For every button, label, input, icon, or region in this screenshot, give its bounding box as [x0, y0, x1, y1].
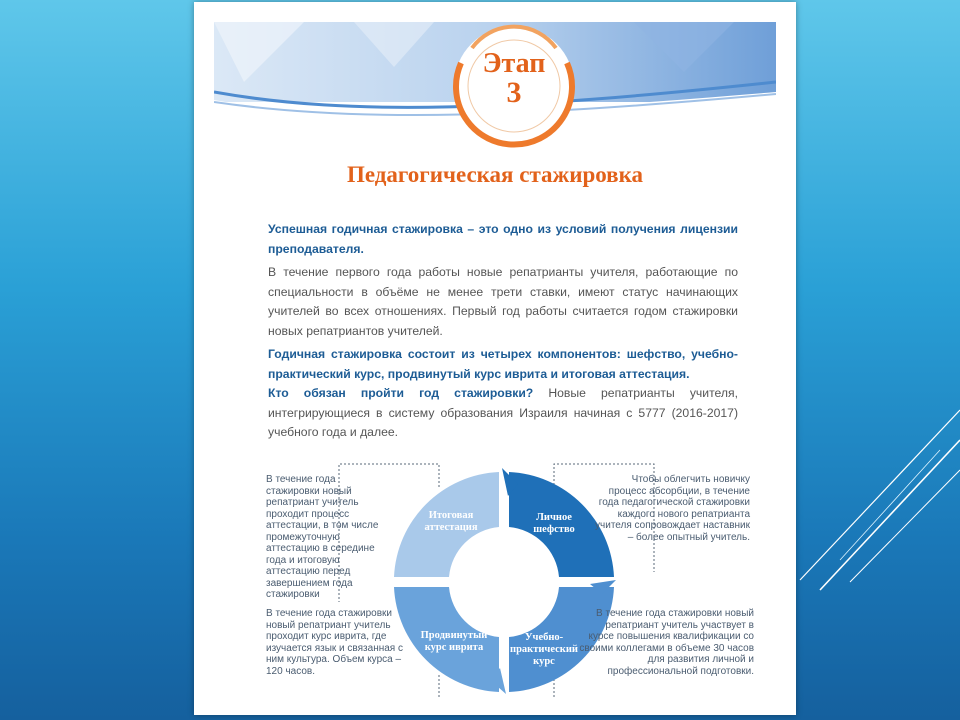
label-mentorship: Личное шефство [533, 512, 575, 535]
note-attestation: В течение года стажировки новый репатриант учитель проходит процесс аттестации, в том числе промежуточную аттестацию в середине года и итоговую аттестацию перед завершением года стажировки [266, 474, 379, 600]
paragraph-first-year: В течение первого года работы новые репатрианты учителя, работающие по специальности в объёме не менее трети ставки, имеют статус начинающих учителей во всех отношениях. Первый год работы считается годом стажировки новых репатриантов учителей. [268, 265, 738, 338]
note-mentorship: Чтобы облегчить новичку процесс абсорбции, в течение года педагогической стажировки каждого нового репатрианта учителя сопровождает наставник – более опытный учитель. [595, 474, 750, 543]
document-page [194, 2, 796, 715]
paragraph-who [268, 384, 738, 443]
note-hebrew: В течение года стажировки новый репатриант учитель проходит курс иврита, где изучается язык и связанная с ним культура. Объем курса – 120 часов. [266, 608, 403, 677]
label-final-attestation: Итоговая аттестация [424, 510, 478, 533]
label-practical-course: Учебно-практический курс [510, 632, 578, 667]
stage-number: 3 [506, 76, 522, 109]
stage-word: Этап [482, 48, 546, 79]
decorative-lines [780, 400, 960, 600]
answer-text: Новые репатрианты учителя, интегрирующиеся в систему образования Израиля начиная с 5777 (2016-2017) учебного года и далее. [268, 386, 738, 439]
question-text: Кто обязан пройти год стажировки? [268, 386, 534, 400]
body-text [268, 220, 738, 447]
page-title: Педагогическая стажировка [346, 162, 644, 187]
paragraph-components: Годичная стажировка состоит из четырех компонентов: шефство, учебно-практический курс, продвинутый курс иврита и итоговая аттестация. [268, 347, 738, 381]
note-practical: В течение года стажировки новый репатриант учитель участвует в курсе повышения квалификации со своими коллегами в объеме 30 часов для развития личной и профессиональной подготовки. [579, 608, 754, 677]
label-hebrew-course: Продвинутый курс иврита [420, 630, 488, 653]
paragraph-license: Успешная годичная стажировка – это одно из условий получения лицензии преподавателя. [268, 222, 738, 256]
